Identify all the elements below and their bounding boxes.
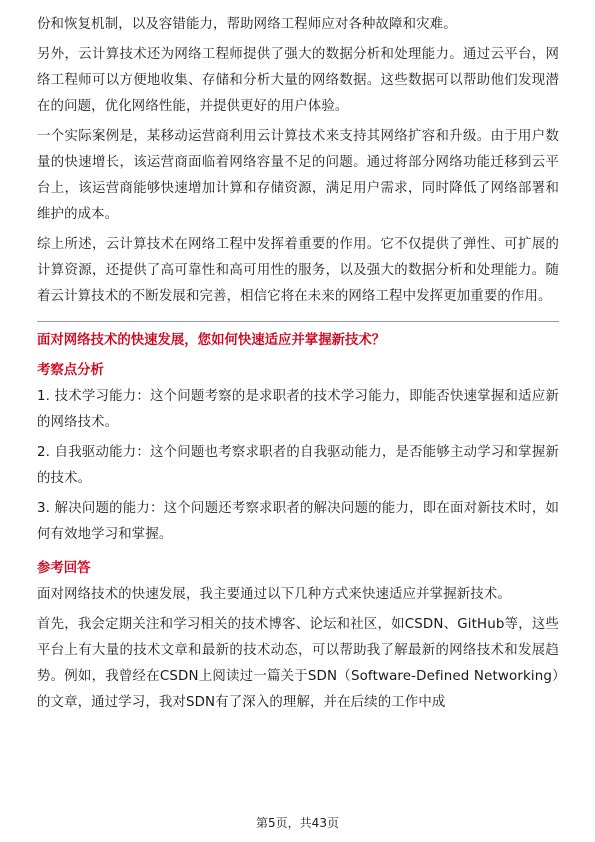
analysis-item: 1. 技术学习能力：这个问题考察的是求职者的技术学习能力，即能否快速掌握和适应新的网络技术。 [37,389,559,430]
intro-paragraph: 份和恢复机制，以及容错能力，帮助网络工程师应对各种故障和灾难。 [37,17,457,32]
intro-paragraph: 综上所述，云计算技术在网络工程中发挥着重要的作用。它不仅提供了弹性、可扩展的计算资源，还提供了高可靠性和高可用性的服务，以及强大的数据分析和处理能力。随着云计算技术的不断发展和完善，相信它将在未来的网络工程中发挥更加重要的作用。 [37,237,559,304]
intro-paragraph: 另外，云计算技术还为网络工程师提供了强大的数据分析和处理能力。通过云平台，网络工程师可以方便地收集、存储和分析大量的网络数据。这些数据可以帮助他们发现潜在的问题，优化网络性能，并提供更好的用户体验。 [37,47,559,114]
interview-question: 面对网络技术的快速发展，您如何快速适应并掌握新技术？ [37,333,386,348]
answer-paragraph: 面对网络技术的快速发展，我主要通过以下几种方式来快速适应并掌握新技术。 [37,587,511,602]
analysis-item: 3. 解决问题的能力：这个问题还考察求职者的解决问题的能力，即在面对新技术时，如何有效地学习和掌握。 [37,501,559,542]
section-divider [37,321,559,322]
intro-paragraph: 一个实际案例是，某移动运营商利用云计算技术来支持其网络扩容和升级。由于用户数量的快速增长，该运营商面临着网络容量不足的问题。通过将部分网络功能迁移到云平台上，该运营商能够快速增加计算和存储资源，满足用户需求，同时降低了网络部署和维护的成本。 [37,129,559,222]
page-content [37,12,559,716]
analysis-item: 2. 自我驱动能力：这个问题也考察求职者的自我驱动能力，是否能够主动学习和掌握新的技术。 [37,445,559,486]
analysis-heading: 考察点分析 [37,363,104,378]
answer-paragraph: 首先，我会定期关注和学习相关的技术博客、论坛和社区，如CSDN、GitHub等，这些平台上有大量的技术文章和最新的技术动态，可以帮助我了解最新的网络技术和发展趋势。例如，我曾经在CSDN上阅读过一篇关于SDN（Software-Defined Networking）的文章，通过学习，我对SDN有了深入的理解，并在后续的工作中成 [37,617,559,710]
page-number: 第5页，共43页 [256,816,339,830]
answer-heading: 参考回答 [37,561,91,576]
